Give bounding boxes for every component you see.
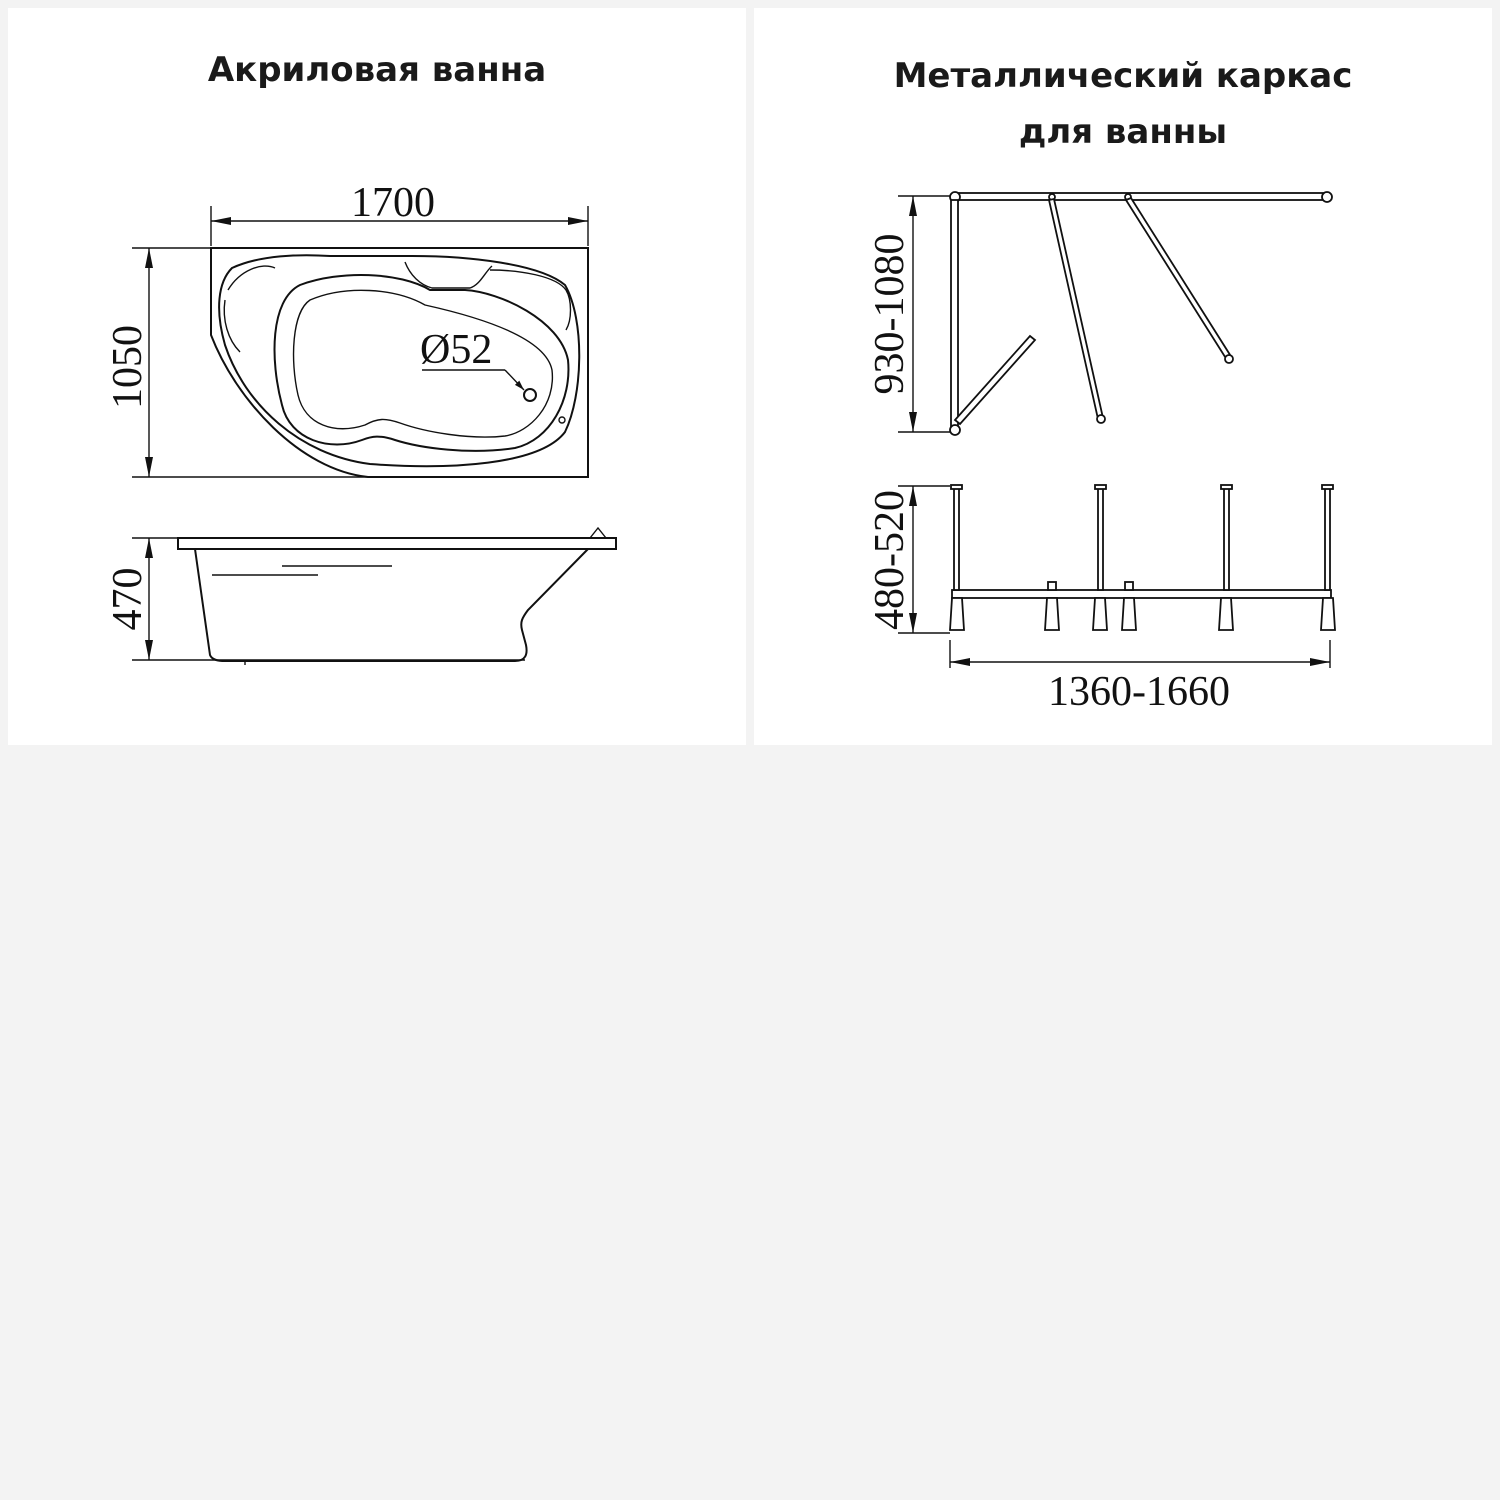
frame-foot-2	[1045, 598, 1059, 630]
width-label: 1050	[105, 325, 151, 409]
bath-top-view	[105, 180, 588, 477]
frame-foot-6	[1321, 598, 1335, 630]
bath-armrest-left	[224, 300, 240, 352]
frame-length-label: 1360-1660	[1048, 669, 1230, 715]
bath-side-view	[105, 528, 616, 665]
bath-side-rim	[178, 538, 616, 549]
frame-foot-mount-2	[1048, 582, 1056, 590]
frame-foot-1	[950, 598, 964, 630]
frame-rail-end-right	[1322, 192, 1332, 202]
frame-brace-middle-end	[1097, 415, 1105, 423]
frame-left-member	[951, 200, 958, 430]
frame-side-rail	[952, 590, 1331, 598]
frame-post-cap-2	[1095, 485, 1106, 489]
drain-hole	[524, 389, 536, 401]
drain-leader-arrow	[505, 370, 524, 390]
frame-top-view	[867, 192, 1332, 435]
metal-frame-title-line2: для ванны	[1018, 112, 1228, 152]
frame-brace-middle	[1049, 199, 1103, 419]
frame-foot-4	[1122, 598, 1136, 630]
overflow-hole	[559, 417, 565, 423]
frame-height-label: 480-520	[867, 490, 913, 630]
frame-side-view	[867, 485, 1335, 715]
frame-post-2	[1098, 488, 1103, 590]
frame-foot-5	[1219, 598, 1233, 630]
bath-headrest-right	[490, 270, 571, 330]
frame-foot-mount-4	[1125, 582, 1133, 590]
bath-inner-rim	[219, 255, 579, 466]
acrylic-bath-title: Акриловая ванна	[207, 50, 547, 90]
frame-width-label: 930-1080	[867, 233, 913, 395]
frame-post-cap-1	[951, 485, 962, 489]
frame-post-cap-4	[1322, 485, 1333, 489]
length-label: 1700	[351, 180, 435, 226]
bath-side-handle	[590, 528, 606, 538]
frame-post-3	[1224, 488, 1229, 590]
frame-foot-3	[1093, 598, 1107, 630]
frame-post-1	[954, 488, 959, 590]
frame-brace-right	[1126, 198, 1232, 360]
frame-post-4	[1325, 488, 1330, 590]
frame-brace-corner	[955, 336, 1035, 424]
frame-left-member-end	[950, 425, 960, 435]
bath-headrest-left	[228, 266, 275, 290]
frame-brace-right-end	[1225, 355, 1233, 363]
drain-diameter-label: Ø52	[420, 327, 493, 373]
frame-post-cap-3	[1221, 485, 1232, 489]
height-label: 470	[105, 567, 151, 631]
frame-top-rail	[955, 193, 1327, 200]
metal-frame-title-line1: Металлический каркас	[893, 56, 1353, 96]
